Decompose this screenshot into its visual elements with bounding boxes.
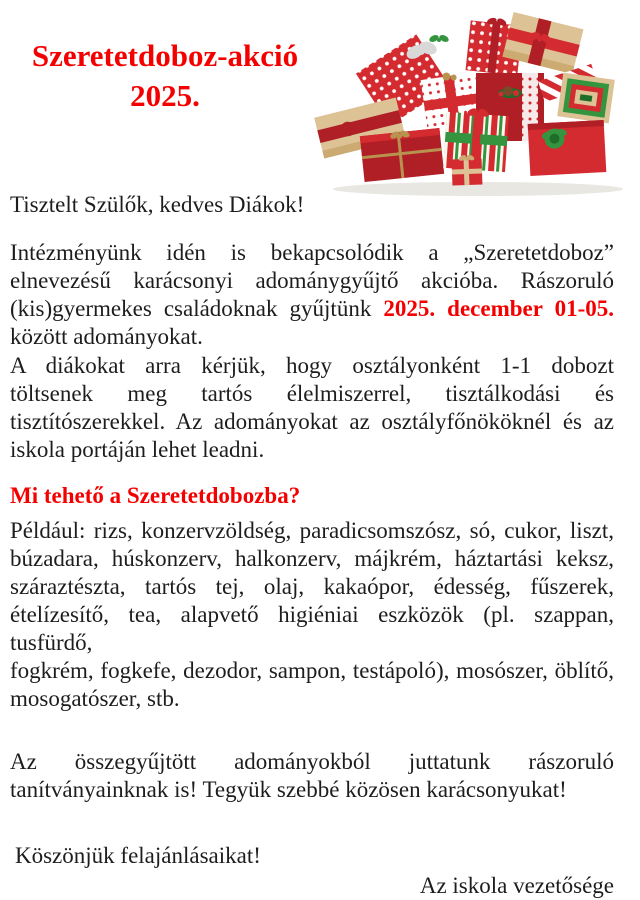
green-bow-small (428, 34, 450, 44)
paragraph-request (10, 352, 614, 464)
text-line: iskola portáján lehet leadni. (10, 437, 265, 462)
text-segment: (kis)gyermekes családoknak gyűjtünk (10, 296, 384, 321)
paragraph-examples (10, 517, 614, 713)
text-line: ételízesítő, tea, alapvető higiéniai eszközök (pl. szappan, tusfürdő, (10, 602, 614, 655)
thanks-line: Köszönjük felajánlásaikat! (15, 843, 261, 868)
question-heading: Mi tehető a Szeretetdobozba? (10, 483, 301, 508)
page-title-line1: Szeretetdoboz-akció (31, 38, 299, 73)
text-line: A diákokat arra kérjük, hogy osztályonként 1-1 dobozt (10, 353, 614, 378)
text-line: tanítványainknak is! Tegyük szebbé közösen karácsonyukat! (10, 777, 567, 802)
text-line: búzadara, húskonzerv, halkonzerv, májkrém, háztartási keksz, (10, 546, 614, 571)
text-line: fogkrém, fogkefe, dezodor, sampon, testápoló), mosószer, öblítő, (10, 658, 614, 683)
text-line (10, 295, 614, 323)
text-line: mosogatószer, stb. (10, 686, 180, 711)
text-line: Az összegyűjtött adományokból juttatunk rászoruló (10, 749, 614, 774)
text-line: töltsenek meg tartós élelmiszerrel, tisztálkodási és (10, 381, 614, 406)
campaign-date: 2025. december 01-05. (383, 296, 614, 321)
text-line: száraztészta, tartós tej, olaj, kakaópor, édesség, fűszerek, (10, 574, 614, 599)
text-line: Például: rizs, konzervzöldség, paradicsomszósz, só, cukor, liszt, (10, 518, 614, 543)
text-line: Intézményünk idén is bekapcsolódik a „Szeretetdoboz” (10, 240, 614, 265)
text-line: elnevezésű karácsonyi adománygyűjtő akcióba. Rászoruló (10, 268, 614, 293)
paragraph-closing (10, 748, 614, 804)
page-title-line2: 2025. (130, 78, 200, 113)
gift-box-striped-frames (557, 73, 615, 124)
gifts-photo (318, 0, 640, 197)
signature: Az iskola vezetősége (419, 873, 614, 898)
paragraph-intro (10, 239, 614, 351)
text-line: tisztítószerekkel. Az adományokat az osztályfőnököknél és az (10, 409, 614, 434)
greeting: Tisztelt Szülők, kedves Diákok! (10, 192, 305, 217)
page-title (0, 36, 330, 116)
gift-box-red-bottom-right (528, 120, 607, 176)
text-line: között adományokat. (10, 324, 203, 349)
document-body (10, 191, 614, 900)
